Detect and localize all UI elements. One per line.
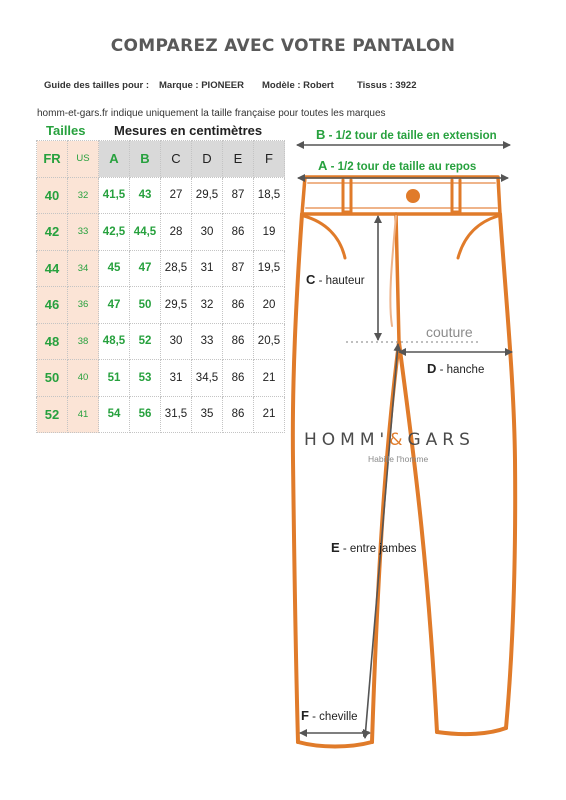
table-cell: 18,5	[254, 177, 285, 214]
column-header: FR	[37, 141, 68, 178]
table-cell: 40	[37, 177, 68, 214]
table-cell: 47	[130, 250, 161, 287]
table-cell: 30	[161, 323, 192, 360]
label-couture: couture	[426, 324, 473, 340]
table-cell: 46	[37, 287, 68, 324]
column-header: US	[68, 141, 99, 178]
pocket-left	[304, 216, 345, 258]
table-cell: 51	[99, 360, 130, 397]
table-cell: 50	[130, 287, 161, 324]
column-header: F	[254, 141, 285, 178]
table-cell: 28,5	[161, 250, 192, 287]
table-cell: 38	[68, 323, 99, 360]
table-cell: 29,5	[192, 177, 223, 214]
guide-label: Guide des tailles pour :	[44, 80, 150, 91]
table-cell: 31,5	[161, 396, 192, 433]
column-header: B	[130, 141, 161, 178]
table-cell: 45	[99, 250, 130, 287]
crotch	[396, 214, 399, 342]
table-cell: 36	[68, 287, 99, 324]
outer-left-seam	[293, 214, 302, 742]
column-header: A	[99, 141, 130, 178]
label-b: B - 1/2 tour de taille en extension	[316, 127, 497, 142]
table-cell: 52	[130, 323, 161, 360]
table-cell: 32	[68, 177, 99, 214]
table-cell: 34,5	[192, 360, 223, 397]
table-cell: 48,5	[99, 323, 130, 360]
table-cell: 50	[37, 360, 68, 397]
page-title: COMPAREZ AVEC VOTRE PANTALON	[110, 36, 456, 56]
table-cell: 41	[68, 396, 99, 433]
pocket-right	[458, 216, 498, 258]
table-cell: 40	[68, 360, 99, 397]
inseam-right	[399, 342, 437, 732]
table-cell: 32	[192, 287, 223, 324]
table-cell: 19,5	[254, 250, 285, 287]
table-cell: 28	[161, 214, 192, 251]
mesures-header: Mesures en centimètres	[114, 123, 263, 138]
table-cell: 86	[223, 360, 254, 397]
table-cell: 43	[130, 177, 161, 214]
table-cell: 35	[192, 396, 223, 433]
table-cell: 42	[37, 214, 68, 251]
table-cell: 19	[254, 214, 285, 251]
table-cell: 27	[161, 177, 192, 214]
column-header: D	[192, 141, 223, 178]
table-cell: 20	[254, 287, 285, 324]
table-cell: 87	[223, 250, 254, 287]
outer-right-seam	[500, 214, 515, 728]
label-d: D - hanche	[427, 361, 485, 376]
column-header: C	[161, 141, 192, 178]
hem-left	[298, 742, 372, 747]
table-cell: 53	[130, 360, 161, 397]
tailles-header: Tailles	[46, 123, 86, 138]
size-note: homm-et-gars.fr indique uniquement la taille française pour toutes les marques	[37, 108, 386, 119]
table-cell: 86	[223, 214, 254, 251]
table-cell: 54	[99, 396, 130, 433]
table-cell: 33	[68, 214, 99, 251]
table-cell: 48	[37, 323, 68, 360]
table-cell: 20,5	[254, 323, 285, 360]
label-e: E - entre jambes	[331, 540, 417, 555]
table-cell: 21	[254, 360, 285, 397]
column-header: E	[223, 141, 254, 178]
table-cell: 33	[192, 323, 223, 360]
table-cell: 86	[223, 287, 254, 324]
table-cell: 34	[68, 250, 99, 287]
table-cell: 87	[223, 177, 254, 214]
table-cell: 30	[192, 214, 223, 251]
table-cell: 86	[223, 396, 254, 433]
fly-stitch	[390, 216, 396, 326]
guide-fabric: Tissus : 3922	[357, 80, 417, 91]
table-cell: 42,5	[99, 214, 130, 251]
table-cell: 44	[37, 250, 68, 287]
table-cell: 21	[254, 396, 285, 433]
label-f: F - cheville	[301, 708, 358, 723]
waistband-inner	[306, 183, 497, 208]
hem-right	[437, 728, 506, 734]
guide-model: Modèle : Robert	[262, 80, 334, 91]
table-cell: 41,5	[99, 177, 130, 214]
table-cell: 29,5	[161, 287, 192, 324]
waist-button	[406, 189, 420, 203]
table-cell: 86	[223, 323, 254, 360]
table-cell: 52	[37, 396, 68, 433]
label-a: A - 1/2 tour de taille au repos	[318, 158, 477, 173]
label-c: C - hauteur	[306, 272, 365, 287]
brand-tagline: Habille l'homme	[368, 454, 429, 464]
guide-brand: Marque : PIONEER	[159, 80, 244, 91]
table-cell: 44,5	[130, 214, 161, 251]
table-cell: 31	[161, 360, 192, 397]
brand-logo: HOMM'&GARS	[304, 430, 475, 450]
table-cell: 47	[99, 287, 130, 324]
table-cell: 31	[192, 250, 223, 287]
table-cell: 56	[130, 396, 161, 433]
